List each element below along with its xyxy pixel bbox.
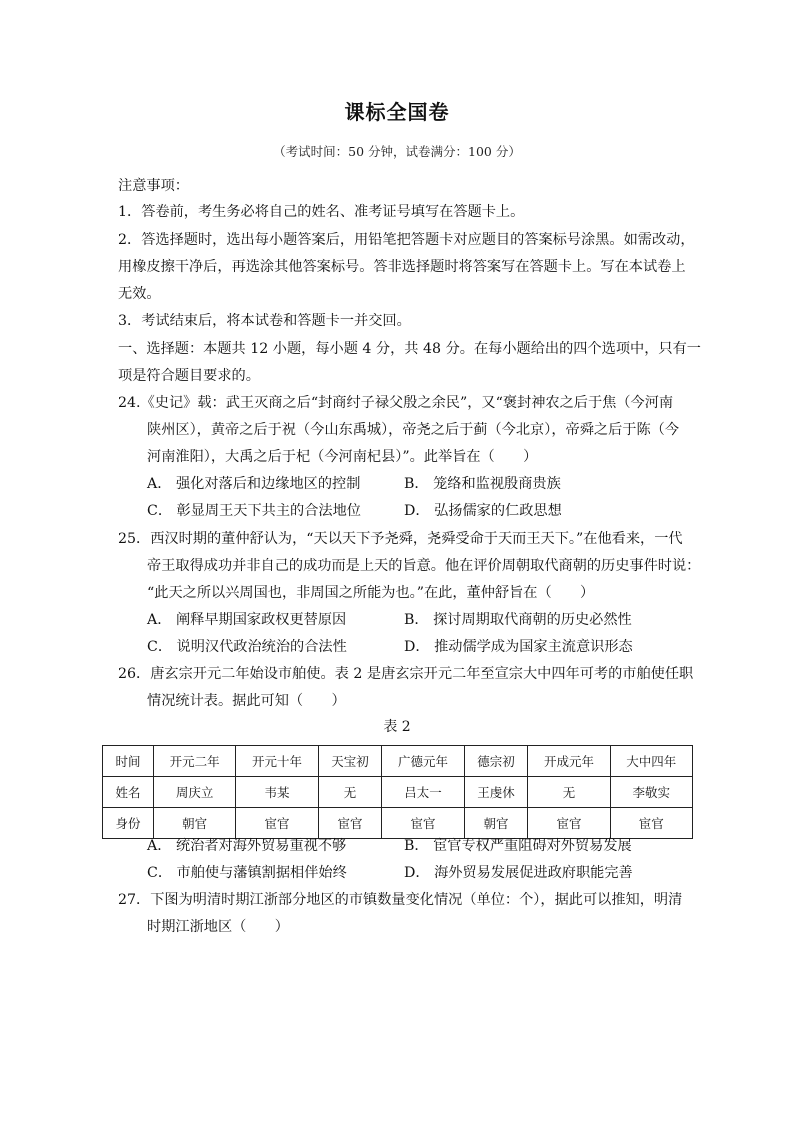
question-24-option-c: C． 彰显周王天下共主的合法地位 [147, 503, 361, 519]
question-24-stem: 24.《史记》载：武王灭商之后“封商纣子禄父殷之余民”，又“褒封神农之后于焦（今河南 [118, 395, 674, 411]
table-cell: 宦官 [382, 808, 464, 839]
table-cell: 朝官 [154, 808, 236, 839]
table-cell: 开成元年 [528, 746, 610, 777]
table-cell: 宦官 [528, 808, 610, 839]
question-26-option-c: C． 市舶使与藩镇割据相伴始终 [147, 865, 347, 881]
question-25-option-c: C． 说明汉代政治统治的合法性 [147, 639, 347, 655]
table-row [103, 808, 693, 839]
question-26-stem: 情况统计表。据此可知（ ） [147, 693, 346, 709]
table-row [103, 746, 693, 777]
question-25-option-b: B． 探讨周期取代商朝的历史必然性 [404, 612, 632, 628]
table-cell: 宦官 [610, 808, 692, 839]
table-cell: 韦某 [236, 777, 318, 808]
table-cell: 开元二年 [154, 746, 236, 777]
question-24-option-b: B． 笼络和监视殷商贵族 [404, 476, 561, 492]
table-header-cell: 身份 [103, 808, 154, 839]
notice-heading: 注意事项： [118, 178, 189, 194]
table-cell: 吕太一 [382, 777, 464, 808]
table-cell: 开元十年 [236, 746, 318, 777]
table-cell: 无 [318, 777, 382, 808]
notice-item: 无效。 [118, 286, 161, 302]
exam-time-note: （考试时间：50 分钟，试卷满分：100 分） [273, 144, 521, 159]
section-heading-cont: 项是符合题目要求的。 [118, 368, 260, 384]
question-26-option-d: D． 海外贸易发展促进政府职能完善 [404, 865, 633, 881]
question-25-stem: “此天之所以兴周国也，非周国之所能为也。”在此，董仲舒旨在（ ） [147, 585, 595, 601]
question-26-option-b: B． 宦官专权严重阻碍对外贸易发展 [404, 838, 632, 854]
table-cell: 德宗初 [464, 746, 528, 777]
table-header-cell: 姓名 [103, 777, 154, 808]
question-25-stem: 帝王取得成功并非自己的成功而是上天的旨意。他在评价周朝取代商朝的历史事件时说： [147, 558, 701, 574]
table-cell: 朝官 [464, 808, 528, 839]
table-cell: 周庆立 [154, 777, 236, 808]
question-26-stem: 26．唐玄宗开元二年始设市舶使。表 2 是唐玄宗开元二年至宣宗大中四年可考的市舶使任职 [118, 666, 694, 682]
table-cell: 无 [528, 777, 610, 808]
question-27-stem: 27．下图为明清时期江浙部分地区的市镇数量变化情况（单位：个），据此可以推知，明清 [118, 892, 683, 908]
question-25-stem: 25．西汉时期的董仲舒认为，“天以天下予尧舜，尧舜受命于天而王天下。”在他看来，一代 [118, 531, 683, 547]
appointment-table [102, 745, 693, 839]
table-cell: 天宝初 [318, 746, 382, 777]
table-cell: 李敬实 [610, 777, 692, 808]
notice-item: 2．答选择题时，选出每小题答案后，用铅笔把答题卡对应题目的答案标号涂黑。如需改动， [118, 232, 695, 248]
notice-item: 3．考试结束后，将本试卷和答题卡一并交回。 [118, 313, 411, 329]
table-row [103, 777, 693, 808]
notice-item: 1．答卷前，考生务必将自己的姓名、准考证号填写在答题卡上。 [118, 204, 525, 220]
table-cell: 宦官 [236, 808, 318, 839]
table-header-cell: 时间 [103, 746, 154, 777]
table-cell: 宦官 [318, 808, 382, 839]
notice-item: 用橡皮擦干净后，再选涂其他答案标号。答非选择题时将答案写在答题卡上。写在本试卷上 [118, 259, 686, 275]
table-cell: 大中四年 [610, 746, 692, 777]
question-26-option-a: A． 统治者对海外贸易重视不够 [147, 838, 347, 854]
question-24-option-a: A． 强化对落后和边缘地区的控制 [147, 476, 361, 492]
question-24-stem: 河南淮阳），大禹之后于杞（今河南杞县）”。此举旨在（ ） [147, 449, 538, 465]
question-25-option-a: A． 阐释早期国家政权更替原因 [147, 612, 347, 628]
table-cell: 广德元年 [382, 746, 464, 777]
table-cell: 王虔休 [464, 777, 528, 808]
question-24-option-d: D． 弘扬儒家的仁政思想 [404, 503, 562, 519]
question-27-stem: 时期江浙地区（ ） [147, 919, 289, 935]
question-25-option-d: D． 推动儒学成为国家主流意识形态 [404, 639, 633, 655]
table-caption: 表 2 [383, 719, 411, 735]
question-24-stem: 陕州区），黄帝之后于祝（今山东禹城），帝尧之后于蓟（今北京），帝舜之后于陈（今 [147, 422, 680, 438]
page-title: 课标全国卷 [344, 100, 450, 124]
section-heading: 一、选择题：本题共 12 小题，每小题 4 分，共 48 分。在每小题给出的四个选项中，只有一 [118, 341, 701, 357]
